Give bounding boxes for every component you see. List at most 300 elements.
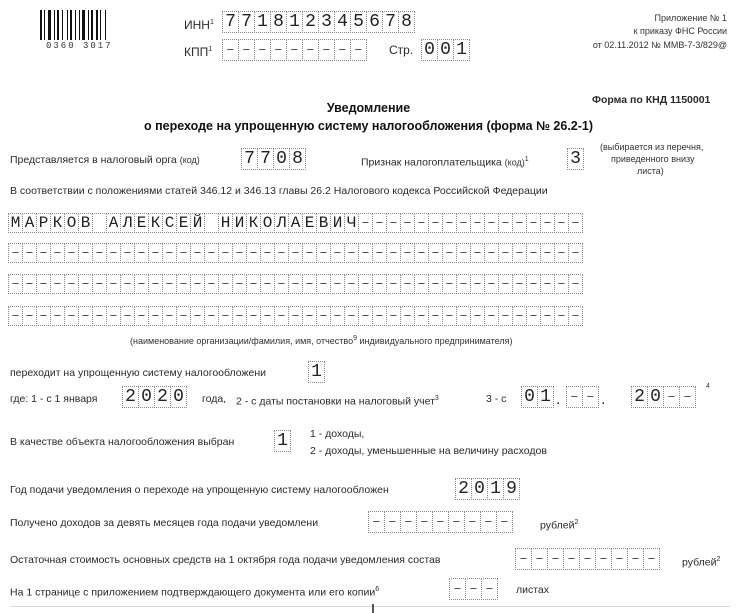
char-cell[interactable]: –	[456, 274, 471, 294]
char-cell[interactable]: –	[470, 213, 485, 233]
taxpayer-note-3: листа)	[637, 166, 664, 176]
char-cell[interactable]: –	[232, 274, 247, 294]
char-cell[interactable]: –	[204, 243, 219, 263]
char-cell[interactable]: –	[498, 306, 513, 326]
char-cell[interactable]: –	[176, 243, 191, 263]
char-cell[interactable]: –	[484, 274, 499, 294]
char-cell[interactable]: –	[134, 306, 149, 326]
kpp-cells[interactable]	[222, 39, 366, 61]
char-cell[interactable]: –	[204, 274, 219, 294]
char-cell[interactable]: –	[679, 386, 696, 408]
char-cell[interactable]: Л	[274, 213, 289, 233]
char-cell[interactable]: –	[334, 39, 351, 61]
date-dot-2: .	[601, 391, 606, 408]
char-cell[interactable]: –	[582, 386, 599, 408]
char-cell[interactable]: –	[22, 243, 37, 263]
char-cell[interactable]: –	[318, 39, 335, 61]
pages-unit: листах	[516, 584, 550, 596]
char-cell[interactable]: –	[414, 213, 429, 233]
char-cell[interactable]: –	[526, 213, 541, 233]
char-cell[interactable]: 0	[273, 148, 290, 170]
char-cell[interactable]: Р	[36, 213, 51, 233]
char-cell[interactable]: –	[148, 306, 163, 326]
pages-cells[interactable]	[449, 578, 497, 600]
law-text: В соответствии с положениями статей 346.12 и 346.13 главы 26.2 Налогового кодекса Российской Федерации	[10, 185, 548, 197]
char-cell[interactable]: –	[414, 306, 429, 326]
char-cell[interactable]: –	[36, 306, 51, 326]
where-label: где: 1 - с 1 января	[10, 393, 98, 405]
char-cell[interactable]: М	[8, 213, 23, 233]
char-cell[interactable]: –	[176, 306, 191, 326]
pages-label: На 1 странице с приложением подтверждающего документа или его копии$^6$	[10, 586, 380, 599]
char-cell[interactable]: –	[512, 274, 527, 294]
income-label: Получено доходов за девять месяцев года подачи уведомлени	[10, 517, 319, 529]
char-cell[interactable]: –	[449, 578, 466, 600]
char-cell[interactable]: –	[554, 213, 569, 233]
date-day-cells[interactable]	[521, 386, 553, 408]
name-row-4[interactable]	[8, 306, 582, 326]
char-cell[interactable]: –	[288, 306, 303, 326]
date-month-cells[interactable]	[566, 386, 598, 408]
char-cell[interactable]: –	[540, 243, 555, 263]
barcode-bar	[82, 10, 85, 40]
char-cell[interactable]: –	[222, 39, 239, 61]
barcode-bar	[62, 10, 63, 40]
char-cell[interactable]: –	[484, 213, 499, 233]
char-cell[interactable]: –	[92, 274, 107, 294]
char-cell[interactable]: И	[232, 213, 247, 233]
char-cell[interactable]: –	[456, 243, 471, 263]
char-cell[interactable]: 2	[154, 386, 171, 408]
barcode-bar	[79, 10, 80, 40]
char-cell[interactable]: –	[246, 306, 261, 326]
char-cell[interactable]: –	[64, 306, 79, 326]
char-cell[interactable]: Е	[302, 213, 317, 233]
char-cell[interactable]: –	[547, 548, 564, 570]
barcode-bar	[75, 10, 76, 40]
char-cell[interactable]: –	[512, 306, 527, 326]
char-cell[interactable]: Е	[134, 213, 149, 233]
char-cell[interactable]: –	[50, 306, 65, 326]
char-cell[interactable]: –	[204, 306, 219, 326]
char-cell[interactable]: –	[64, 243, 79, 263]
char-cell[interactable]: –	[568, 213, 583, 233]
char-cell[interactable]: И	[330, 213, 345, 233]
char-cell[interactable]: –	[246, 274, 261, 294]
bottom-divider-mid	[372, 604, 374, 613]
char-cell[interactable]: –	[358, 213, 373, 233]
bottom-divider-left	[10, 606, 730, 607]
taxpayer-label: Признак налогоплательщика (код)$^1$	[361, 156, 529, 169]
char-cell[interactable]: –	[384, 511, 401, 533]
char-cell[interactable]: –	[464, 511, 481, 533]
char-cell[interactable]: –	[134, 243, 149, 263]
char-cell[interactable]: –	[92, 306, 107, 326]
char-cell[interactable]: –	[428, 274, 443, 294]
char-cell[interactable]: –	[64, 274, 79, 294]
char-cell[interactable]: –	[470, 243, 485, 263]
char-cell[interactable]: 2	[455, 478, 472, 500]
page-label: Стр.	[389, 43, 414, 57]
char-cell[interactable]: К	[246, 213, 261, 233]
char-cell[interactable]: 9	[503, 478, 520, 500]
income-unit: рублей$^2$	[540, 519, 579, 532]
char-cell[interactable]: –	[254, 39, 271, 61]
char-cell[interactable]: –	[554, 274, 569, 294]
char-cell[interactable]: –	[428, 213, 443, 233]
char-cell[interactable]: –	[162, 274, 177, 294]
char-cell[interactable]: –	[400, 274, 415, 294]
char-cell[interactable]: –	[162, 243, 177, 263]
char-cell[interactable]: –	[442, 306, 457, 326]
char-cell[interactable]: –	[386, 213, 401, 233]
char-cell[interactable]: –	[302, 274, 317, 294]
char-cell[interactable]: –	[358, 274, 373, 294]
char-cell[interactable]: –	[540, 213, 555, 233]
char-cell[interactable]: 8	[398, 11, 415, 33]
char-cell[interactable]: –	[218, 274, 233, 294]
char-cell[interactable]: –	[540, 274, 555, 294]
date-dot-1: .	[556, 391, 561, 408]
option-3: 3 - с	[486, 393, 507, 405]
char-cell[interactable]: –	[456, 213, 471, 233]
char-cell[interactable]: –	[238, 39, 255, 61]
char-cell[interactable]: –	[8, 274, 23, 294]
char-cell[interactable]: –	[526, 243, 541, 263]
char-cell[interactable]	[92, 213, 107, 233]
char-cell[interactable]: 1	[308, 361, 325, 383]
form-title-line1: Уведомление	[326, 101, 411, 115]
barcode-bar	[44, 10, 45, 40]
char-cell[interactable]: 0	[421, 39, 438, 61]
char-cell[interactable]: 2	[302, 11, 319, 33]
char-cell[interactable]: –	[358, 243, 373, 263]
char-cell[interactable]: –	[78, 243, 93, 263]
char-cell[interactable]: –	[232, 306, 247, 326]
char-cell[interactable]: –	[8, 306, 23, 326]
char-cell[interactable]: –	[176, 274, 191, 294]
object-label: В качестве объекта налогообложения выбран	[10, 436, 235, 448]
char-cell[interactable]: –	[531, 548, 548, 570]
char-cell[interactable]: В	[316, 213, 331, 233]
char-cell[interactable]: –	[372, 274, 387, 294]
char-cell[interactable]: –	[134, 274, 149, 294]
char-cell[interactable]: 0	[647, 386, 664, 408]
barcode-bar	[67, 10, 68, 40]
char-cell[interactable]: –	[22, 274, 37, 294]
char-cell[interactable]: –	[246, 243, 261, 263]
char-cell[interactable]: –	[372, 243, 387, 263]
char-cell[interactable]: –	[372, 306, 387, 326]
char-cell[interactable]: К	[50, 213, 65, 233]
char-cell[interactable]: 8	[270, 11, 287, 33]
char-cell[interactable]: 5	[350, 11, 367, 33]
barcode-number: 0360 3017	[46, 41, 113, 51]
char-cell[interactable]: –	[448, 511, 465, 533]
char-cell[interactable]: –	[218, 243, 233, 263]
inn-cells[interactable]	[222, 11, 414, 33]
char-cell[interactable]: –	[386, 306, 401, 326]
char-cell[interactable]: Й	[190, 213, 205, 233]
page-cells[interactable]	[421, 39, 469, 61]
char-cell[interactable]: 1	[487, 478, 504, 500]
transition-cell[interactable]	[308, 361, 324, 383]
char-cell[interactable]: –	[330, 306, 345, 326]
char-cell[interactable]: –	[470, 274, 485, 294]
char-cell[interactable]: –	[563, 548, 580, 570]
char-cell[interactable]: –	[400, 213, 415, 233]
char-cell[interactable]: –	[344, 274, 359, 294]
char-cell[interactable]: В	[78, 213, 93, 233]
start-year-cells[interactable]	[122, 386, 186, 408]
char-cell[interactable]: –	[566, 386, 583, 408]
barcode-bar	[88, 10, 89, 40]
char-cell[interactable]: –	[568, 274, 583, 294]
char-cell[interactable]: 3	[567, 148, 584, 170]
char-cell[interactable]: –	[386, 274, 401, 294]
char-cell[interactable]: –	[288, 274, 303, 294]
char-cell[interactable]: –	[498, 243, 513, 263]
income-cells[interactable]	[368, 511, 512, 533]
char-cell[interactable]: –	[22, 306, 37, 326]
char-cell[interactable]: –	[442, 213, 457, 233]
char-cell[interactable]: 1	[274, 430, 291, 452]
char-cell[interactable]: –	[400, 243, 415, 263]
char-cell[interactable]: –	[663, 386, 680, 408]
char-cell[interactable]: К	[148, 213, 163, 233]
char-cell[interactable]: –	[470, 306, 485, 326]
char-cell[interactable]: –	[232, 243, 247, 263]
char-cell[interactable]: –	[260, 274, 275, 294]
char-cell[interactable]: 3	[318, 11, 335, 33]
char-cell[interactable]: С	[162, 213, 177, 233]
char-cell[interactable]: –	[554, 243, 569, 263]
char-cell[interactable]: –	[595, 548, 612, 570]
char-cell[interactable]: –	[106, 306, 121, 326]
char-cell[interactable]: –	[643, 548, 660, 570]
char-cell[interactable]: –	[36, 274, 51, 294]
object-option-1: 1 - доходы,	[310, 428, 365, 440]
char-cell[interactable]: –	[416, 511, 433, 533]
char-cell[interactable]: –	[316, 306, 331, 326]
char-cell[interactable]: –	[190, 306, 205, 326]
char-cell[interactable]: –	[372, 213, 387, 233]
char-cell[interactable]: 8	[289, 148, 306, 170]
char-cell[interactable]: 1	[453, 39, 470, 61]
char-cell[interactable]: –	[414, 243, 429, 263]
char-cell[interactable]: –	[442, 274, 457, 294]
char-cell[interactable]: –	[162, 306, 177, 326]
char-cell[interactable]: –	[190, 243, 205, 263]
char-cell[interactable]: 0	[471, 478, 488, 500]
char-cell[interactable]: –	[120, 243, 135, 263]
char-cell[interactable]: 2	[631, 386, 648, 408]
char-cell[interactable]: 2	[122, 386, 139, 408]
taxpayer-note-1: (выбирается из перечня,	[600, 142, 704, 152]
char-cell[interactable]: –	[106, 243, 121, 263]
date-year-cells[interactable]	[631, 386, 695, 408]
char-cell[interactable]: –	[428, 306, 443, 326]
char-cell[interactable]: 0	[437, 39, 454, 61]
char-cell[interactable]: А	[288, 213, 303, 233]
char-cell[interactable]: –	[442, 243, 457, 263]
kpp-label: КПП$^1$	[184, 45, 213, 59]
authority-code-cells[interactable]	[241, 148, 305, 170]
barcode-bar	[105, 10, 106, 40]
char-cell[interactable]: –	[428, 243, 443, 263]
form-knd: Форма по КНД 1150001	[592, 94, 711, 106]
char-cell[interactable]: 1	[537, 386, 554, 408]
appendix-line1: Приложение № 1	[654, 13, 727, 23]
char-cell[interactable]: 7	[222, 11, 239, 33]
barcode	[40, 10, 124, 40]
residual-cells[interactable]	[515, 548, 659, 570]
char-cell[interactable]: Ч	[344, 213, 359, 233]
char-cell[interactable]: –	[330, 274, 345, 294]
barcode-bar	[96, 10, 98, 40]
char-cell[interactable]: –	[456, 306, 471, 326]
char-cell[interactable]: –	[78, 306, 93, 326]
transition-label: переходит на упрощенную систему налогообложени	[10, 367, 267, 379]
barcode-bar	[54, 10, 55, 40]
char-cell[interactable]: –	[120, 274, 135, 294]
char-cell[interactable]: –	[480, 511, 497, 533]
taxpayer-cell[interactable]	[567, 148, 583, 170]
char-cell[interactable]: –	[260, 306, 275, 326]
char-cell[interactable]: –	[344, 306, 359, 326]
char-cell[interactable]: 0	[521, 386, 538, 408]
inn-label: ИНН$^1$	[184, 18, 214, 32]
taxpayer-note-2: приведенного внизу	[611, 154, 695, 164]
barcode-bar	[70, 10, 72, 40]
submit-year-label: Год подачи уведомления о переходе на упрощенную систему налогообложен	[10, 484, 389, 496]
char-cell[interactable]: –	[432, 511, 449, 533]
char-cell[interactable]	[204, 213, 219, 233]
char-cell[interactable]: –	[274, 274, 289, 294]
char-cell[interactable]: –	[260, 243, 275, 263]
char-cell[interactable]: –	[481, 578, 498, 600]
char-cell[interactable]: –	[484, 306, 499, 326]
char-cell[interactable]: –	[526, 306, 541, 326]
char-cell[interactable]: –	[50, 243, 65, 263]
char-cell[interactable]: –	[330, 243, 345, 263]
char-cell[interactable]: –	[344, 243, 359, 263]
char-cell[interactable]: –	[316, 274, 331, 294]
char-cell[interactable]: –	[78, 274, 93, 294]
char-cell[interactable]: –	[148, 274, 163, 294]
char-cell[interactable]: О	[64, 213, 79, 233]
char-cell[interactable]: 6	[366, 11, 383, 33]
char-cell[interactable]: 4	[334, 11, 351, 33]
char-cell[interactable]: 0	[138, 386, 155, 408]
char-cell[interactable]: –	[148, 243, 163, 263]
char-cell[interactable]: –	[512, 243, 527, 263]
char-cell[interactable]: –	[302, 306, 317, 326]
char-cell[interactable]: –	[568, 306, 583, 326]
char-cell[interactable]: –	[288, 243, 303, 263]
char-cell[interactable]: 7	[257, 148, 274, 170]
char-cell[interactable]: –	[526, 274, 541, 294]
object-option-2: 2 - доходы, уменьшенные на величину расходов	[310, 445, 547, 457]
year-suffix: года,	[202, 393, 227, 405]
char-cell[interactable]: –	[540, 306, 555, 326]
option-2: 2 - с даты постановки на налоговый учет$^3$	[236, 395, 439, 408]
char-cell[interactable]: –	[106, 274, 121, 294]
char-cell[interactable]: –	[400, 511, 417, 533]
char-cell[interactable]: –	[554, 306, 569, 326]
char-cell[interactable]: Н	[218, 213, 233, 233]
char-cell[interactable]: –	[274, 243, 289, 263]
char-cell[interactable]: 7	[238, 11, 255, 33]
char-cell[interactable]: О	[260, 213, 275, 233]
char-cell[interactable]: –	[568, 243, 583, 263]
char-cell[interactable]: –	[286, 39, 303, 61]
char-cell[interactable]: 0	[170, 386, 187, 408]
date-mark: 4	[706, 383, 710, 390]
char-cell[interactable]: –	[368, 511, 385, 533]
char-cell[interactable]: 1	[254, 11, 271, 33]
char-cell[interactable]: –	[611, 548, 628, 570]
char-cell[interactable]: –	[496, 511, 513, 533]
name-row-1[interactable]	[8, 213, 582, 233]
char-cell[interactable]: –	[302, 243, 317, 263]
char-cell[interactable]: –	[218, 306, 233, 326]
barcode-bar	[100, 10, 101, 40]
char-cell[interactable]: 1	[286, 11, 303, 33]
char-cell[interactable]: –	[50, 274, 65, 294]
char-cell[interactable]: –	[515, 548, 532, 570]
submit-year-cells[interactable]	[455, 478, 519, 500]
char-cell[interactable]: А	[106, 213, 121, 233]
name-row-3[interactable]	[8, 274, 582, 294]
name-caption: (наименование организации/фамилия, имя, отчество$^9$ индивидуального предпринимателя)	[130, 335, 513, 346]
char-cell[interactable]: –	[190, 274, 205, 294]
char-cell[interactable]: –	[358, 306, 373, 326]
char-cell[interactable]: –	[484, 243, 499, 263]
char-cell[interactable]: –	[414, 274, 429, 294]
char-cell[interactable]: –	[627, 548, 644, 570]
appendix-line3: от 02.11.2012 № ММВ-7-3/829@	[592, 40, 727, 50]
char-cell[interactable]: –	[512, 213, 527, 233]
char-cell[interactable]: –	[8, 243, 23, 263]
char-cell[interactable]: –	[120, 306, 135, 326]
char-cell[interactable]: А	[22, 213, 37, 233]
char-cell[interactable]: –	[386, 243, 401, 263]
char-cell[interactable]: –	[92, 243, 107, 263]
appendix-line2: к приказу ФНС России	[633, 26, 727, 36]
object-cell[interactable]	[274, 430, 290, 452]
char-cell[interactable]: 7	[241, 148, 258, 170]
barcode-bar	[48, 10, 51, 40]
name-row-2[interactable]	[8, 243, 582, 263]
char-cell[interactable]: –	[350, 39, 367, 61]
char-cell[interactable]: 7	[382, 11, 399, 33]
char-cell[interactable]: –	[36, 243, 51, 263]
char-cell[interactable]: Л	[120, 213, 135, 233]
char-cell[interactable]: –	[498, 213, 513, 233]
char-cell[interactable]: –	[400, 306, 415, 326]
char-cell[interactable]: –	[465, 578, 482, 600]
char-cell[interactable]: Е	[176, 213, 191, 233]
char-cell[interactable]: –	[270, 39, 287, 61]
barcode-bar	[91, 10, 93, 40]
char-cell[interactable]: –	[498, 274, 513, 294]
char-cell[interactable]: –	[274, 306, 289, 326]
char-cell[interactable]: –	[302, 39, 319, 61]
char-cell[interactable]: –	[579, 548, 596, 570]
char-cell[interactable]: –	[316, 243, 331, 263]
authority-label: Представляется в налоговый орга (код)	[10, 154, 200, 166]
